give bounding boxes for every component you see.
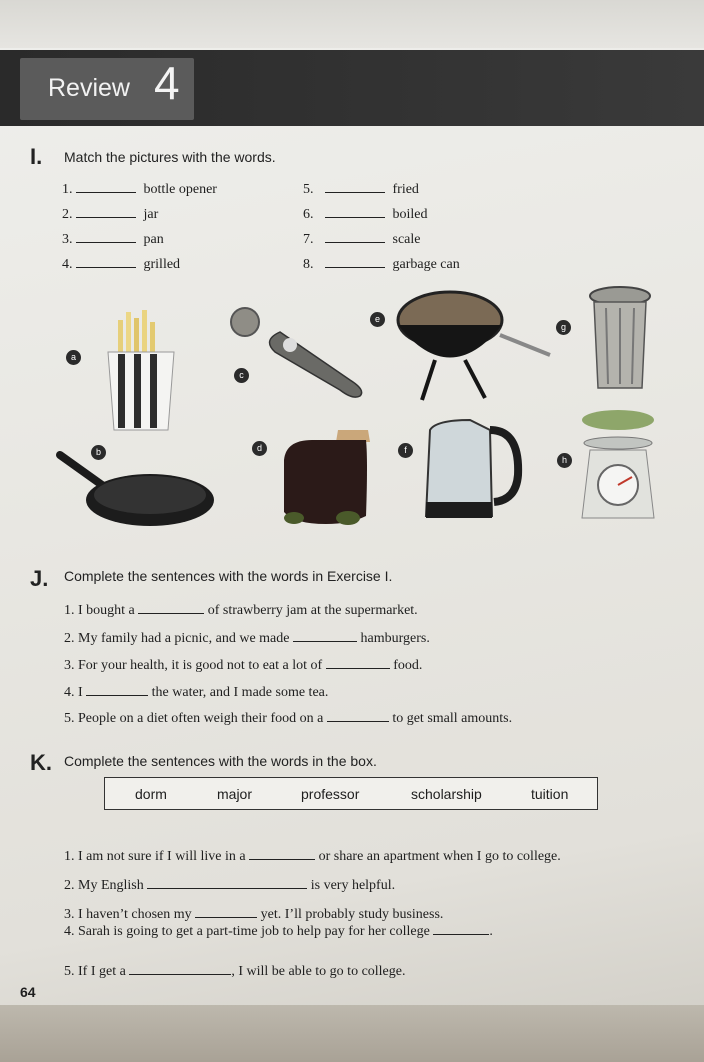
word-professor: professor bbox=[301, 786, 360, 802]
sentence-item: 2. My family had a picnic, and we made hamburgers. bbox=[64, 631, 430, 646]
word-scholarship: scholarship bbox=[411, 786, 482, 802]
answer-blank[interactable] bbox=[76, 256, 136, 268]
answer-blank[interactable] bbox=[433, 923, 489, 935]
exercise-j-instruction: Complete the sentences with the words in Exercise I. bbox=[64, 568, 393, 584]
answer-blank[interactable] bbox=[327, 710, 389, 722]
answer-blank[interactable] bbox=[86, 684, 148, 696]
sentence-item: 4. Sarah is going to get a part-time job to help pay for her college . bbox=[64, 924, 493, 939]
match-item: 6. boiled bbox=[303, 207, 428, 222]
exercise-i-letter: I. bbox=[30, 144, 43, 169]
frying-pan-picture bbox=[60, 455, 214, 526]
page-bottom-edge bbox=[0, 1005, 704, 1062]
answer-blank[interactable] bbox=[325, 206, 385, 218]
picture-tag-c: c bbox=[234, 368, 249, 383]
answer-blank[interactable] bbox=[76, 206, 136, 218]
page-top-edge bbox=[0, 0, 704, 48]
answer-blank[interactable] bbox=[325, 231, 385, 243]
word-major: major bbox=[217, 786, 253, 802]
exercise-k-letter: K. bbox=[30, 750, 52, 775]
picture-tag-b: b bbox=[91, 445, 106, 460]
answer-blank[interactable] bbox=[325, 181, 385, 193]
sentence-item: 3. For your health, it is good not to eat a lot of food. bbox=[64, 658, 423, 673]
answer-blank[interactable] bbox=[76, 181, 136, 193]
answer-blank[interactable] bbox=[138, 602, 204, 614]
page-number: 64 bbox=[20, 984, 36, 1000]
answer-blank[interactable] bbox=[76, 231, 136, 243]
answer-blank[interactable] bbox=[326, 657, 390, 669]
grill-picture bbox=[398, 292, 550, 400]
picture-tag-d: d bbox=[252, 441, 267, 456]
picture-tag-h: h bbox=[557, 453, 572, 468]
sentence-item: 2. My English is very helpful. bbox=[64, 878, 396, 893]
word-box bbox=[104, 777, 598, 810]
picture-tag-a: a bbox=[66, 350, 81, 365]
match-item: 8. garbage can bbox=[303, 257, 460, 272]
match-item: 5. fried bbox=[303, 182, 419, 197]
jar-picture bbox=[284, 430, 370, 525]
answer-blank[interactable] bbox=[325, 256, 385, 268]
sentence-item: 1. I am not sure if I will live in a or share an apartment when I go to college. bbox=[64, 849, 561, 864]
sentence-item: 5. People on a diet often weigh their food on a to get small amounts. bbox=[64, 711, 513, 726]
answer-blank[interactable] bbox=[249, 848, 315, 860]
sentence-item: 1. I bought a of strawberry jam at the supermarket. bbox=[64, 603, 418, 618]
sentence-item: 4. I the water, and I made some tea. bbox=[64, 685, 329, 700]
bottle-opener-picture bbox=[231, 308, 362, 397]
sentence-item: 5. If I get a , I will be able to go to college. bbox=[64, 964, 406, 979]
word-dorm: dorm bbox=[135, 786, 167, 802]
picture-tag-g: g bbox=[556, 320, 571, 335]
match-item: 2. jar bbox=[62, 207, 159, 222]
match-item: 3. pan bbox=[62, 232, 164, 247]
answer-blank[interactable] bbox=[195, 906, 257, 918]
exercise-j-letter: J. bbox=[30, 566, 49, 591]
exercise-k-instruction: Complete the sentences with the words in the box. bbox=[64, 753, 377, 769]
review-number: 4 bbox=[154, 57, 180, 109]
match-item: 7. scale bbox=[303, 232, 421, 247]
picture-tag-e: e bbox=[370, 312, 385, 327]
matching-pictures bbox=[50, 280, 660, 542]
answer-blank[interactable] bbox=[147, 877, 307, 889]
answer-blank[interactable] bbox=[129, 963, 231, 975]
kettle-picture bbox=[426, 420, 518, 518]
answer-blank[interactable] bbox=[293, 630, 357, 642]
sentence-item: 3. I haven’t chosen my yet. I’ll probably study business. bbox=[64, 907, 444, 922]
garbage-can-picture bbox=[590, 287, 650, 388]
scale-picture bbox=[582, 410, 654, 518]
match-item: 4. grilled bbox=[62, 257, 181, 272]
exercise-i-instruction: Match the pictures with the words. bbox=[64, 149, 276, 165]
review-title: Review bbox=[48, 74, 130, 102]
match-item: 1. bottle opener bbox=[62, 182, 217, 197]
fries-picture bbox=[108, 310, 174, 430]
word-tuition: tuition bbox=[531, 786, 569, 802]
picture-tag-f: f bbox=[398, 443, 413, 458]
